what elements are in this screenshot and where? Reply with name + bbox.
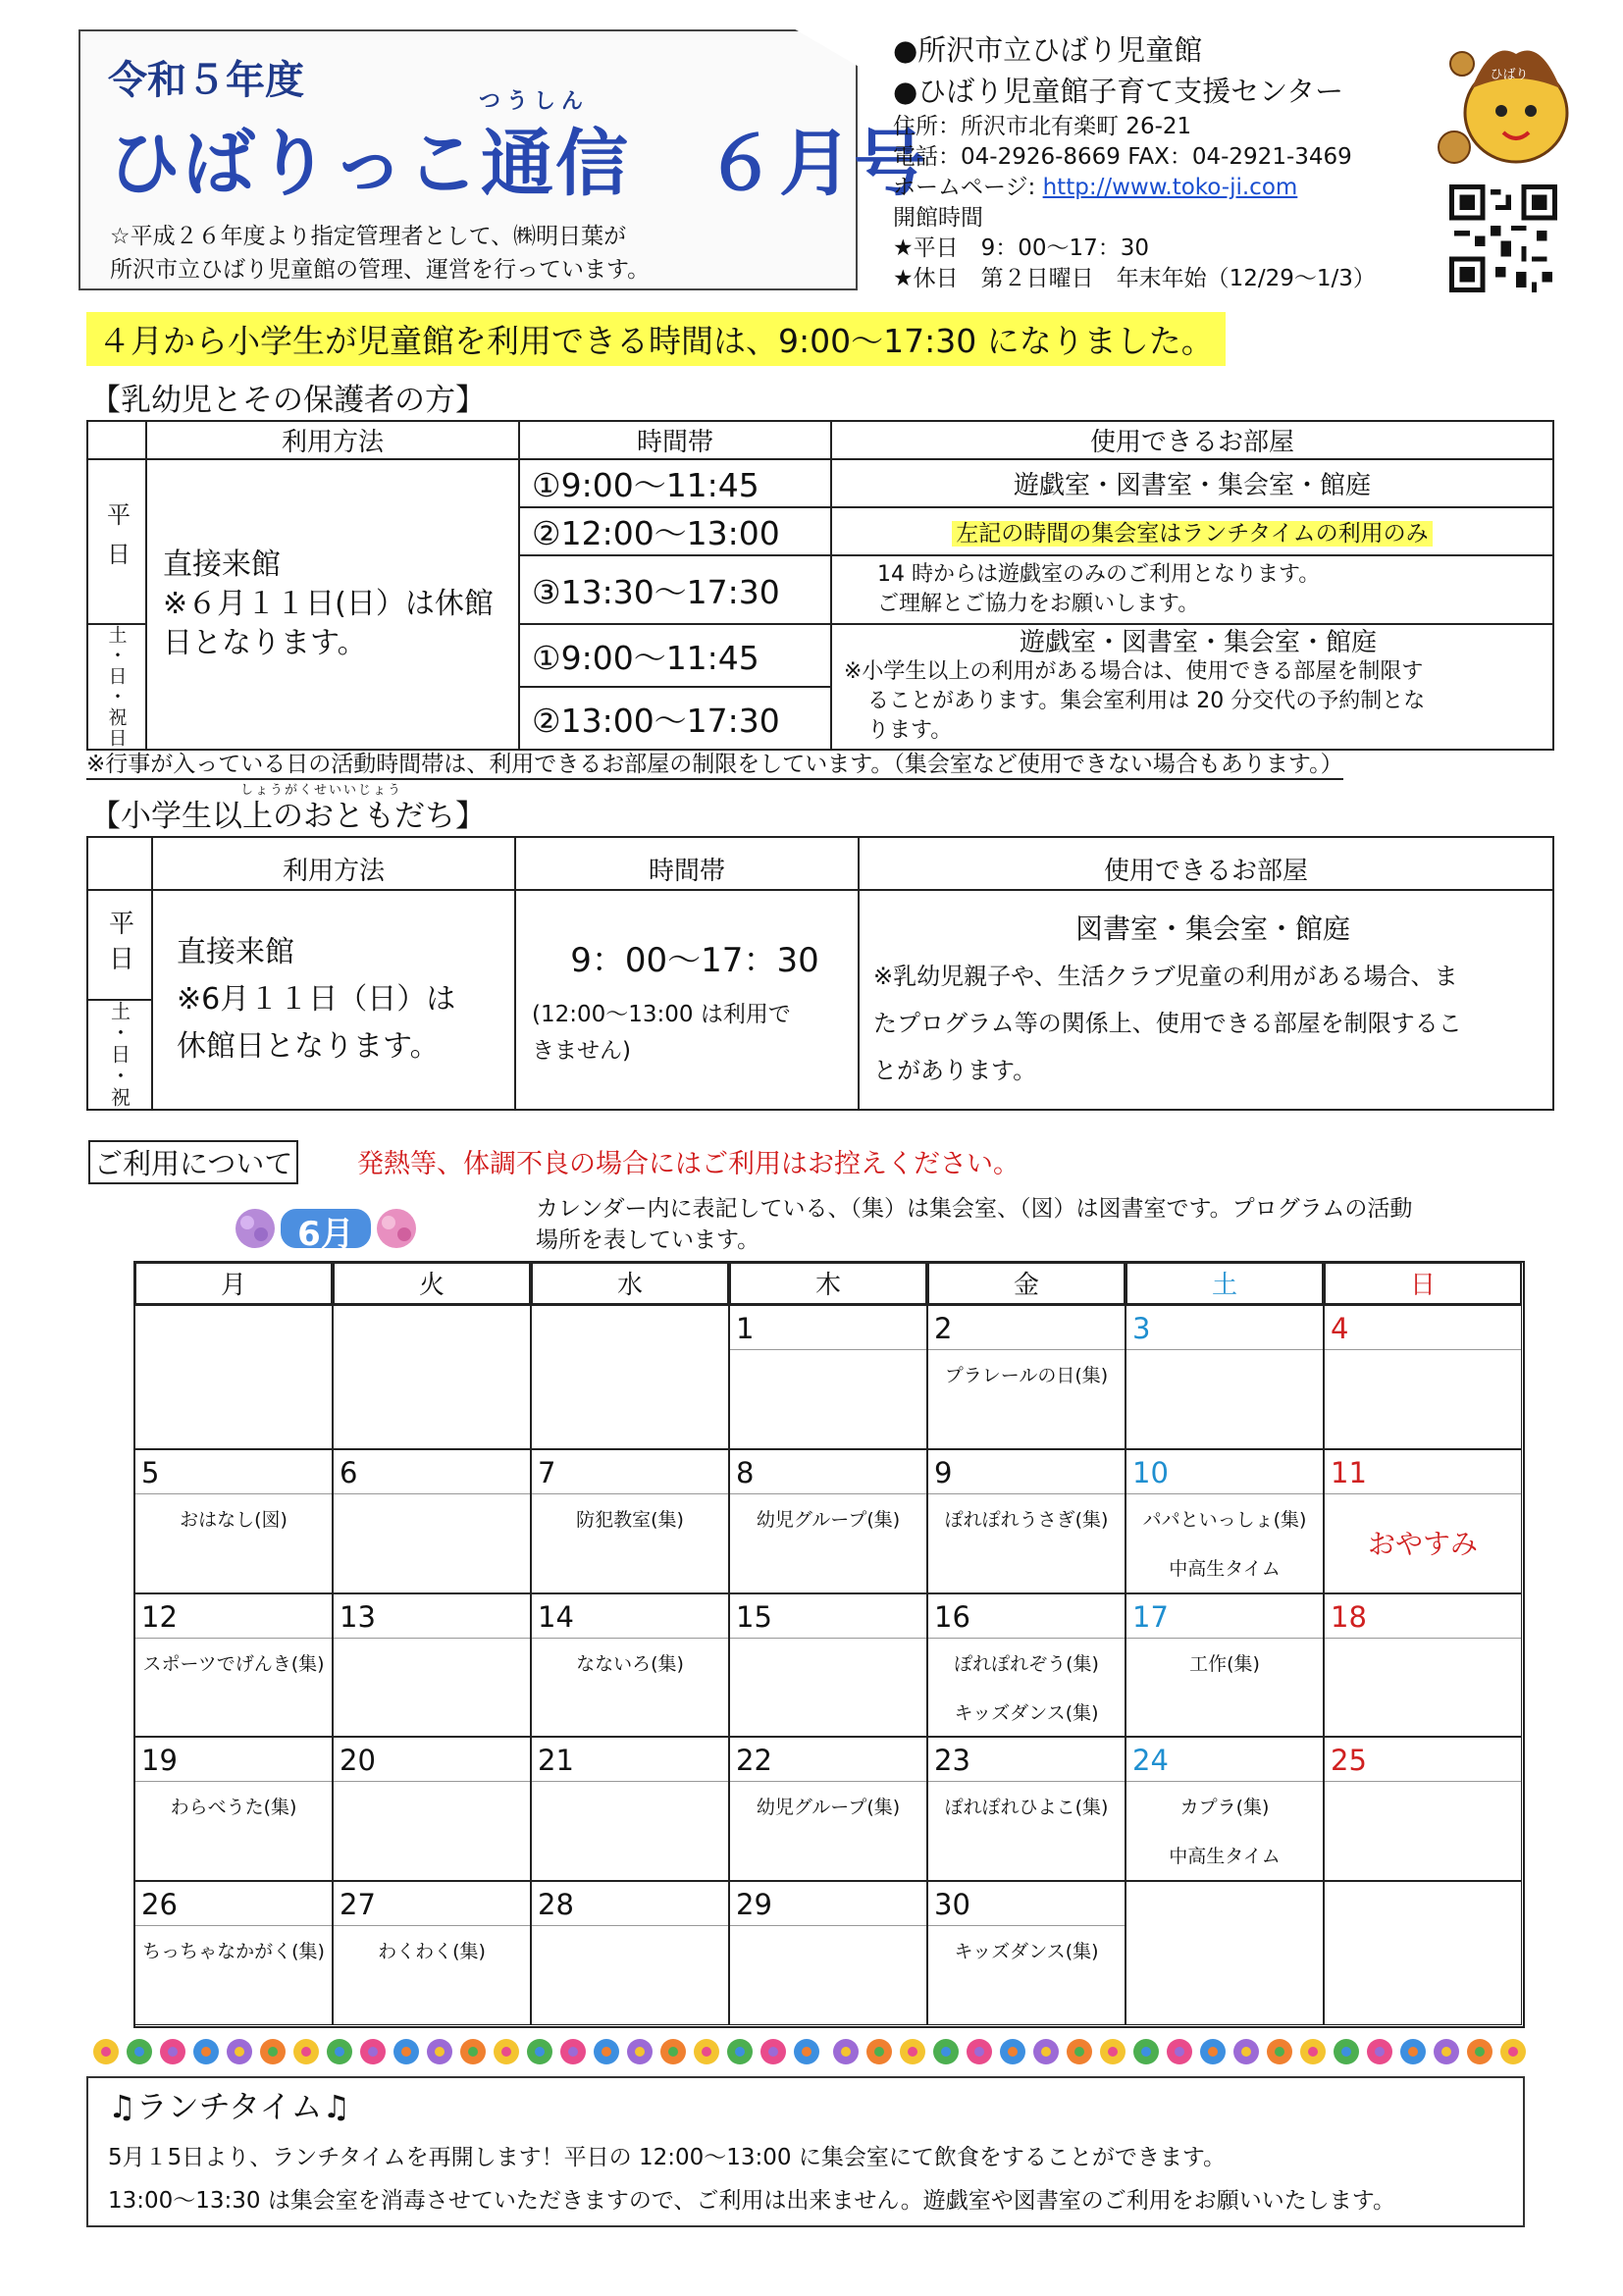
decorative-dot-icon: [1133, 2039, 1159, 2064]
calendar-event: パパといっしょ(集): [1142, 1508, 1307, 1531]
method-line: ※６月１１日(日）は休館: [163, 587, 494, 621]
day-divider: [135, 1925, 332, 1926]
calendar-event: 工作(集): [1189, 1652, 1260, 1675]
col-rooms: 使用できるお部屋: [831, 421, 1553, 459]
day-divider: [532, 1781, 728, 1782]
decorative-dot-icon: [694, 2039, 719, 2064]
day-number: 14: [538, 1599, 574, 1634]
decorative-dot-icon: [1033, 2039, 1059, 2064]
decorative-dot-icon: [1467, 2039, 1492, 2064]
decorative-dot-icon: [160, 2039, 185, 2064]
decorative-dot-icon: [900, 2039, 925, 2064]
day-number: 8: [736, 1455, 755, 1489]
calendar-event: スポーツでげんき(集): [142, 1652, 325, 1675]
calendar-day-cell: [927, 1449, 1126, 1593]
time-note: (12:00～13:00 は利用で: [532, 1001, 791, 1027]
calendar-event: わらべうた(集): [170, 1797, 297, 1819]
usage-label: ご利用について: [88, 1140, 298, 1184]
day-divider: [135, 1781, 332, 1782]
hours-label: 開館時間: [893, 205, 983, 231]
note-line: 14 時からは遊戯室のみのご利用となります。: [877, 562, 1321, 587]
decorative-dot-icon: [193, 2039, 219, 2064]
decorative-dot-icon: [494, 2039, 519, 2064]
day-number: 30: [934, 1888, 970, 1922]
note-line: ることがあります。集会室利用は 20 分交代の予約制とな: [867, 689, 1426, 713]
school-rooms: [859, 890, 1553, 1110]
legend-line: 場所を表しています。: [536, 1227, 760, 1253]
row-weekend: 土・日・祝: [87, 1000, 152, 1110]
infant-heading: 【乳幼児とその保護者の方】: [90, 383, 486, 418]
day-divider: [730, 1349, 926, 1350]
decorative-dot-icon: [1500, 2039, 1526, 2064]
infant-method: [146, 459, 519, 750]
method-line: 直接来館: [163, 548, 281, 582]
decorative-dot-icon: [627, 2039, 653, 2064]
note-line: とがあります。: [873, 1057, 1037, 1084]
calendar-day-cell: [927, 1593, 1126, 1738]
day-divider: [334, 1493, 530, 1494]
calendar-day-cell: [134, 1881, 333, 2025]
decorative-dot-icon: [1067, 2039, 1092, 2064]
page-title: ひばりっこ通信 ６月号: [108, 122, 928, 206]
decorative-dot-icon: [127, 2039, 152, 2064]
time-slot: ①9:00～11:45: [519, 459, 831, 507]
lunch-title: ♫ランチタイム♫: [108, 2088, 351, 2125]
calendar-day-cell: [729, 1593, 927, 1738]
decorative-dot-icon: [1233, 2039, 1259, 2064]
row-weekend: 土・日・祝日: [87, 624, 146, 750]
method-line: 直接来館: [177, 935, 294, 969]
decorative-dot-icon: [260, 2039, 286, 2064]
school-heading: 【小学生以上のおともだち】: [90, 799, 486, 834]
day-divider: [730, 1925, 926, 1926]
day-divider: [928, 1638, 1125, 1639]
day-number: 15: [736, 1599, 772, 1634]
decorative-dot-icon: [293, 2039, 319, 2064]
calendar-event: 防犯教室(集): [576, 1508, 684, 1531]
calendar-event: 中高生タイム: [1169, 1557, 1281, 1580]
calendar-day-cell: [134, 1305, 333, 1449]
day-divider: [334, 1781, 530, 1782]
decorative-dot-icon: [1100, 2039, 1126, 2064]
method-line: ※6月１１日（日）は: [177, 982, 456, 1017]
day-number: 22: [736, 1744, 772, 1778]
calendar-day-cell: [1126, 1737, 1324, 1881]
day-number: 26: [141, 1888, 178, 1922]
school-time: [515, 890, 859, 1110]
day-divider: [334, 1638, 530, 1639]
lunch-note: 左記の時間の集会室はランチタイムの利用のみ: [952, 521, 1432, 547]
decorative-dot-icon: [327, 2039, 352, 2064]
lunch-line: 13:00～13:30 は集会室を消毒させていただきますので、ご利用は出来ません。遊戯室や図書室のご利用をお願いいたします。: [108, 2188, 1395, 2214]
method-line: 日となります。: [163, 626, 367, 660]
day-number: 20: [340, 1744, 376, 1778]
day-divider: [1325, 1638, 1521, 1639]
decorative-dot-icon: [594, 2039, 619, 2064]
weekday-header: 水: [531, 1262, 729, 1305]
decorative-dot-icon: [460, 2039, 486, 2064]
hours-weekday: ★平日 9：00～17：30: [893, 235, 1150, 261]
weekday-header: 木: [729, 1262, 927, 1305]
day-divider: [1126, 1493, 1323, 1494]
calendar-day-cell: [333, 1305, 531, 1449]
method-line: 休館日となります。: [177, 1029, 440, 1064]
day-number: 17: [1132, 1599, 1169, 1634]
header-note: [110, 220, 650, 287]
decorative-dot-icon: [227, 2039, 252, 2064]
mascot-label: ひばり: [1490, 68, 1529, 82]
day-divider: [532, 1493, 728, 1494]
calendar-event: キッズダンス(集): [954, 1941, 1099, 1963]
calendar-event: 中高生タイム: [1169, 1846, 1281, 1868]
decorative-dot-icon: [393, 2039, 419, 2064]
homepage-link[interactable]: http://www.toko-ji.com: [1042, 175, 1298, 200]
calendar-day-cell: [333, 1737, 531, 1881]
day-number: 21: [538, 1744, 574, 1778]
day-number: 4: [1331, 1312, 1349, 1345]
day-number: 13: [340, 1599, 376, 1634]
decorative-dot-icon: [1334, 2039, 1359, 2064]
decorative-dot-icon: [794, 2039, 819, 2064]
calendar-day-cell: [134, 1593, 333, 1738]
note-line: たプログラム等の関係上、使用できる部屋を制限するこ: [873, 1010, 1462, 1037]
calendar-day-cell: [1126, 1881, 1324, 2025]
qr-code-icon: [1444, 184, 1562, 292]
title-ruby: つうしん: [479, 89, 590, 114]
calendar-event: 幼児グループ(集): [756, 1508, 901, 1531]
day-divider: [1126, 1349, 1323, 1350]
day-number: 18: [1331, 1599, 1367, 1634]
weekday-note: [831, 555, 1553, 624]
day-divider: [1126, 1781, 1323, 1782]
decorative-dot-icon: [727, 2039, 753, 2064]
time-slot: ②13:00～17:30: [519, 687, 831, 750]
note-line: ご理解とご協力をお願いします。: [877, 592, 1200, 616]
day-divider: [532, 1638, 728, 1639]
col-time: 時間帯: [519, 421, 831, 459]
col-method: 利用方法: [146, 421, 519, 459]
calendar-day-cell: [1324, 1305, 1522, 1449]
month-badge: [228, 1201, 424, 1256]
mascot-image: [1433, 34, 1580, 177]
day-divider: [730, 1781, 926, 1782]
decorative-dot-icon: [360, 2039, 386, 2064]
notice-banner: ４月から小学生が児童館を利用できる時間は、9:00～17:30 になりました。: [86, 312, 1226, 366]
row-weekday: 平日: [87, 890, 152, 1000]
calendar-day-cell: [1324, 1593, 1522, 1738]
calendar-day-cell: [1126, 1593, 1324, 1738]
school-heading-ruby: しょうがくせいいじょう: [240, 783, 403, 798]
infant-footnote: ※行事が入っている日の活動時間帯は、利用できるお部屋の制限をしています。（集会室など使用できない場合もあります。）: [86, 746, 1343, 780]
facility-info: [893, 29, 1388, 294]
day-number: 24: [1132, 1744, 1169, 1778]
weekend-rooms: [831, 624, 1553, 750]
day-number: 2: [934, 1312, 953, 1345]
calendar-day-cell: [729, 1305, 927, 1449]
day-divider: [1126, 1638, 1323, 1639]
decorative-dot-icon: [660, 2039, 686, 2064]
time-slot: 9：00～17：30: [570, 940, 819, 980]
day-number: 5: [141, 1455, 160, 1489]
decorative-dot-icon: [93, 2039, 119, 2064]
calendar-event: カプラ(集): [1179, 1797, 1270, 1819]
day-number: 27: [340, 1888, 376, 1922]
calendar-day-cell: [134, 1737, 333, 1881]
day-number: 3: [1132, 1312, 1151, 1345]
note-line: ※小学生以上の利用がある場合は、使用できる部屋を制限す: [844, 659, 1424, 684]
weekday-header: 日: [1324, 1262, 1522, 1305]
lunch-note-cell: [831, 507, 1553, 555]
day-number: 28: [538, 1888, 574, 1922]
calendar-legend: [536, 1193, 1412, 1256]
note-line: ります。: [867, 718, 953, 743]
calendar-event: おやすみ: [1367, 1527, 1478, 1560]
weekday-header: 月: [134, 1262, 333, 1305]
day-number: 23: [934, 1744, 970, 1778]
calendar-event: おはなし(図): [180, 1508, 288, 1531]
calendar-event: 幼児グループ(集): [756, 1797, 901, 1819]
rooms: 遊戯室・図書室・集会室・館庭: [831, 459, 1553, 507]
day-number: 1: [736, 1312, 755, 1345]
phone: 電話：04-2926-8669 FAX：04-2921-3469: [893, 144, 1352, 170]
calendar-day-cell: [531, 1737, 729, 1881]
lunch-line: 5月１5日より、ランチタイムを再開します！平日の 12:00～13:00 に集会室にて飲食をすることができます。: [108, 2145, 1227, 2170]
day-divider: [928, 1781, 1125, 1782]
rooms: 図書室・集会室・館庭: [1074, 913, 1350, 945]
note-line: ※乳幼児親子や、生活クラブ児童の利用がある場合、ま: [873, 963, 1458, 990]
day-number: 9: [934, 1455, 953, 1489]
day-divider: [135, 1638, 332, 1639]
calendar-day-cell: [1324, 1881, 1522, 2025]
decorative-dot-icon: [933, 2039, 959, 2064]
decorative-dot-icon: [1434, 2039, 1459, 2064]
infant-table: [86, 420, 1554, 751]
weekday-header: 土: [1126, 1262, 1324, 1305]
legend-line: カレンダー内に表記している、（集）は集会室、（図）は図書室です。プログラムの活動: [536, 1196, 1413, 1222]
decorative-dot-icon: [760, 2039, 786, 2064]
day-number: 6: [340, 1455, 358, 1489]
calendar-event: ぽれぽれぞう(集): [954, 1652, 1099, 1675]
day-divider: [928, 1349, 1125, 1350]
calendar-day-cell: [729, 1881, 927, 2025]
decorative-dot-icon: [427, 2039, 452, 2064]
time-slot: ③13:30～17:30: [519, 555, 831, 624]
calendar-day-cell: [531, 1449, 729, 1593]
calendar-day-cell: [729, 1449, 927, 1593]
calendar-day-cell: [134, 1449, 333, 1593]
day-number: 19: [141, 1744, 178, 1778]
day-number: 16: [934, 1599, 970, 1634]
day-number: 29: [736, 1888, 772, 1922]
calendar-event: プラレールの日(集): [944, 1365, 1109, 1386]
decorative-dot-icon: [1000, 2039, 1025, 2064]
day-divider: [1325, 1781, 1521, 1782]
address: 住所：所沢市北有楽町 26-21: [893, 114, 1192, 139]
decorative-dot-icon: [833, 2039, 859, 2064]
calendar-event: ちっちゃなかがく(集): [142, 1941, 325, 1963]
day-divider: [928, 1493, 1125, 1494]
day-number: 25: [1331, 1744, 1367, 1778]
decorative-dot-icon: [1267, 2039, 1292, 2064]
day-divider: [532, 1925, 728, 1926]
decorative-border: [90, 2034, 1543, 2069]
day-divider: [730, 1638, 926, 1639]
school-method: [152, 890, 515, 1110]
header-note-line: ☆平成２６年度より指定管理者として、㈱明日葉が: [110, 224, 627, 249]
day-divider: [334, 1925, 530, 1926]
col-time: 時間帯: [515, 837, 859, 890]
calendar-event: キッズダンス(集): [954, 1701, 1099, 1724]
calendar-day-cell: [927, 1305, 1126, 1449]
day-divider: [1325, 1349, 1521, 1350]
facility-name-2: ●ひばり児童館子育て支援センター: [893, 75, 1344, 108]
calendar-day-cell: [1126, 1449, 1324, 1593]
lunch-box: [86, 2076, 1525, 2227]
calendar-day-cell: [333, 1593, 531, 1738]
day-divider: [1325, 1493, 1521, 1494]
school-table: [86, 836, 1554, 1111]
decorative-dot-icon: [1167, 2039, 1192, 2064]
day-divider: [928, 1925, 1125, 1926]
usage-warning: 発熱等、体調不良の場合にはご利用はお控えください。: [357, 1149, 1020, 1179]
calendar-event: ぽれぽれうさぎ(集): [944, 1508, 1109, 1531]
col-method: 利用方法: [152, 837, 515, 890]
calendar-day-cell: [927, 1737, 1126, 1881]
calendar-day-cell: [1324, 1737, 1522, 1881]
calendar-event: わくわく(集): [378, 1941, 486, 1963]
calendar: [133, 1261, 1525, 2028]
weekday-header: 金: [927, 1262, 1126, 1305]
calendar-day-cell: [531, 1881, 729, 2025]
weekday-header: 火: [333, 1262, 531, 1305]
calendar-day-cell: [531, 1593, 729, 1738]
time-slot: ①9:00～11:45: [519, 624, 831, 687]
day-number: 7: [538, 1455, 556, 1489]
time-slot: ②12:00～13:00: [519, 507, 831, 555]
col-rooms: 使用できるお部屋: [859, 837, 1553, 890]
calendar-day-cell: [333, 1881, 531, 2025]
calendar-day-cell: [1324, 1449, 1522, 1593]
homepage-label: ホームページ:: [893, 175, 1036, 200]
calendar-event: ぽれぽれひよこ(集): [944, 1797, 1109, 1819]
corner-cell: [87, 421, 146, 459]
row-weekday: 平日: [87, 459, 146, 624]
calendar-day-cell: [729, 1737, 927, 1881]
day-number: 12: [141, 1599, 178, 1634]
header-era: 令和５年度: [108, 58, 304, 103]
decorative-dot-icon: [1200, 2039, 1226, 2064]
decorative-dot-icon: [967, 2039, 992, 2064]
decorative-dot-icon: [1400, 2039, 1426, 2064]
rooms: 遊戯室・図書室・集会室・館庭: [1019, 628, 1377, 657]
calendar-day-cell: [1126, 1305, 1324, 1449]
decorative-dot-icon: [527, 2039, 552, 2064]
corner-cell: [87, 837, 152, 890]
day-number: 11: [1331, 1455, 1367, 1489]
month-badge-label: 6月: [297, 1215, 354, 1254]
decorative-dot-icon: [1300, 2039, 1326, 2064]
decorative-dot-icon: [560, 2039, 586, 2064]
homepage: [893, 173, 1388, 203]
header-note-line: 所沢市立ひばり児童館の管理、運営を行っています。: [110, 257, 651, 283]
decorative-dot-icon: [866, 2039, 892, 2064]
calendar-day-cell: [333, 1449, 531, 1593]
time-note: きません): [532, 1037, 631, 1064]
calendar-event: なないろ(集): [576, 1652, 684, 1675]
calendar-day-cell: [927, 1881, 1126, 2025]
calendar-day-cell: [531, 1305, 729, 1449]
day-divider: [135, 1493, 332, 1494]
day-number: 10: [1132, 1455, 1169, 1489]
hours-closed: ★休日 第２日曜日 年末年始（12/29～1/3）: [893, 266, 1376, 291]
day-divider: [730, 1493, 926, 1494]
decorative-dot-icon: [1367, 2039, 1392, 2064]
facility-name: ●所沢市立ひばり児童館: [893, 33, 1203, 67]
